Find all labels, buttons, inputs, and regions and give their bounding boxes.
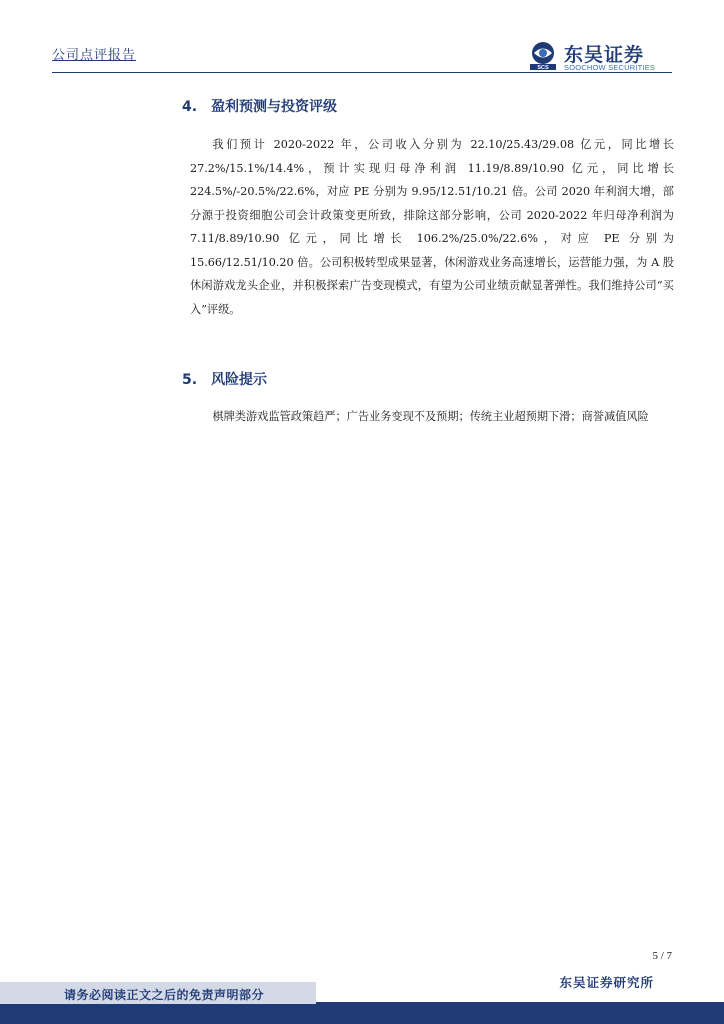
- section-title: 风险提示: [211, 372, 268, 388]
- section-paragraph: 棋牌类游戏监管政策趋严；广告业务变现不及预期；传统主业超预期下滑；商誉减值风险: [212, 410, 649, 423]
- company-logo: [528, 40, 678, 72]
- footer-bar: [0, 1002, 724, 1024]
- section-number: 5.: [182, 372, 198, 388]
- section-paragraph: 我们预计 2020-2022 年，公司收入分别为 22.10/25.43/29.08 亿元，同比增长 27.2%/15.1%/14.4%，预计实现归母净利润 11.19/8.89/10.90 亿元，同比增长 224.5%/-20.5%/22.6%，对应 PE 分别为 9.95/12.51/10.21 倍。公司 2020 年利润大增，部分源于投资细胞公司会计政策变更所致，排除这部分影响，公司 2020-2022 年归母净利润为 7.11/8.89/10.90 亿元，同比增长 106.2%/25.0%/22.6%，对应 PE 分别为 15.66/12.51/10.20 倍。公司积极转型成果显著，休闲游戏业务高速增长，运营能力强，为 A 股休闲游戏龙头企业，并积极探索广告变现模式，有望为公司业绩贡献显著弹性。我们维持公司“买入”评级。: [190, 138, 674, 316]
- page-number: 5 / 7: [652, 950, 672, 962]
- footer-organization: 东吴证券研究所: [559, 975, 654, 990]
- report-type-label: 公司点评报告: [52, 48, 137, 63]
- section-number: 4.: [182, 99, 198, 115]
- scs-logo-icon: [528, 40, 558, 70]
- section-heading: [182, 96, 337, 116]
- header-divider: [52, 72, 672, 73]
- section-title: 盈利预测与投资评级: [211, 99, 338, 115]
- logo-name-cn: 东吴证券: [564, 44, 645, 66]
- section-heading: [182, 369, 267, 389]
- logo-mark-text: SCS: [537, 65, 549, 70]
- disclaimer-note: 请务必阅读正文之后的免责声明部分: [64, 988, 265, 1002]
- logo-name-en: SOOCHOW SECURITIES: [564, 63, 656, 72]
